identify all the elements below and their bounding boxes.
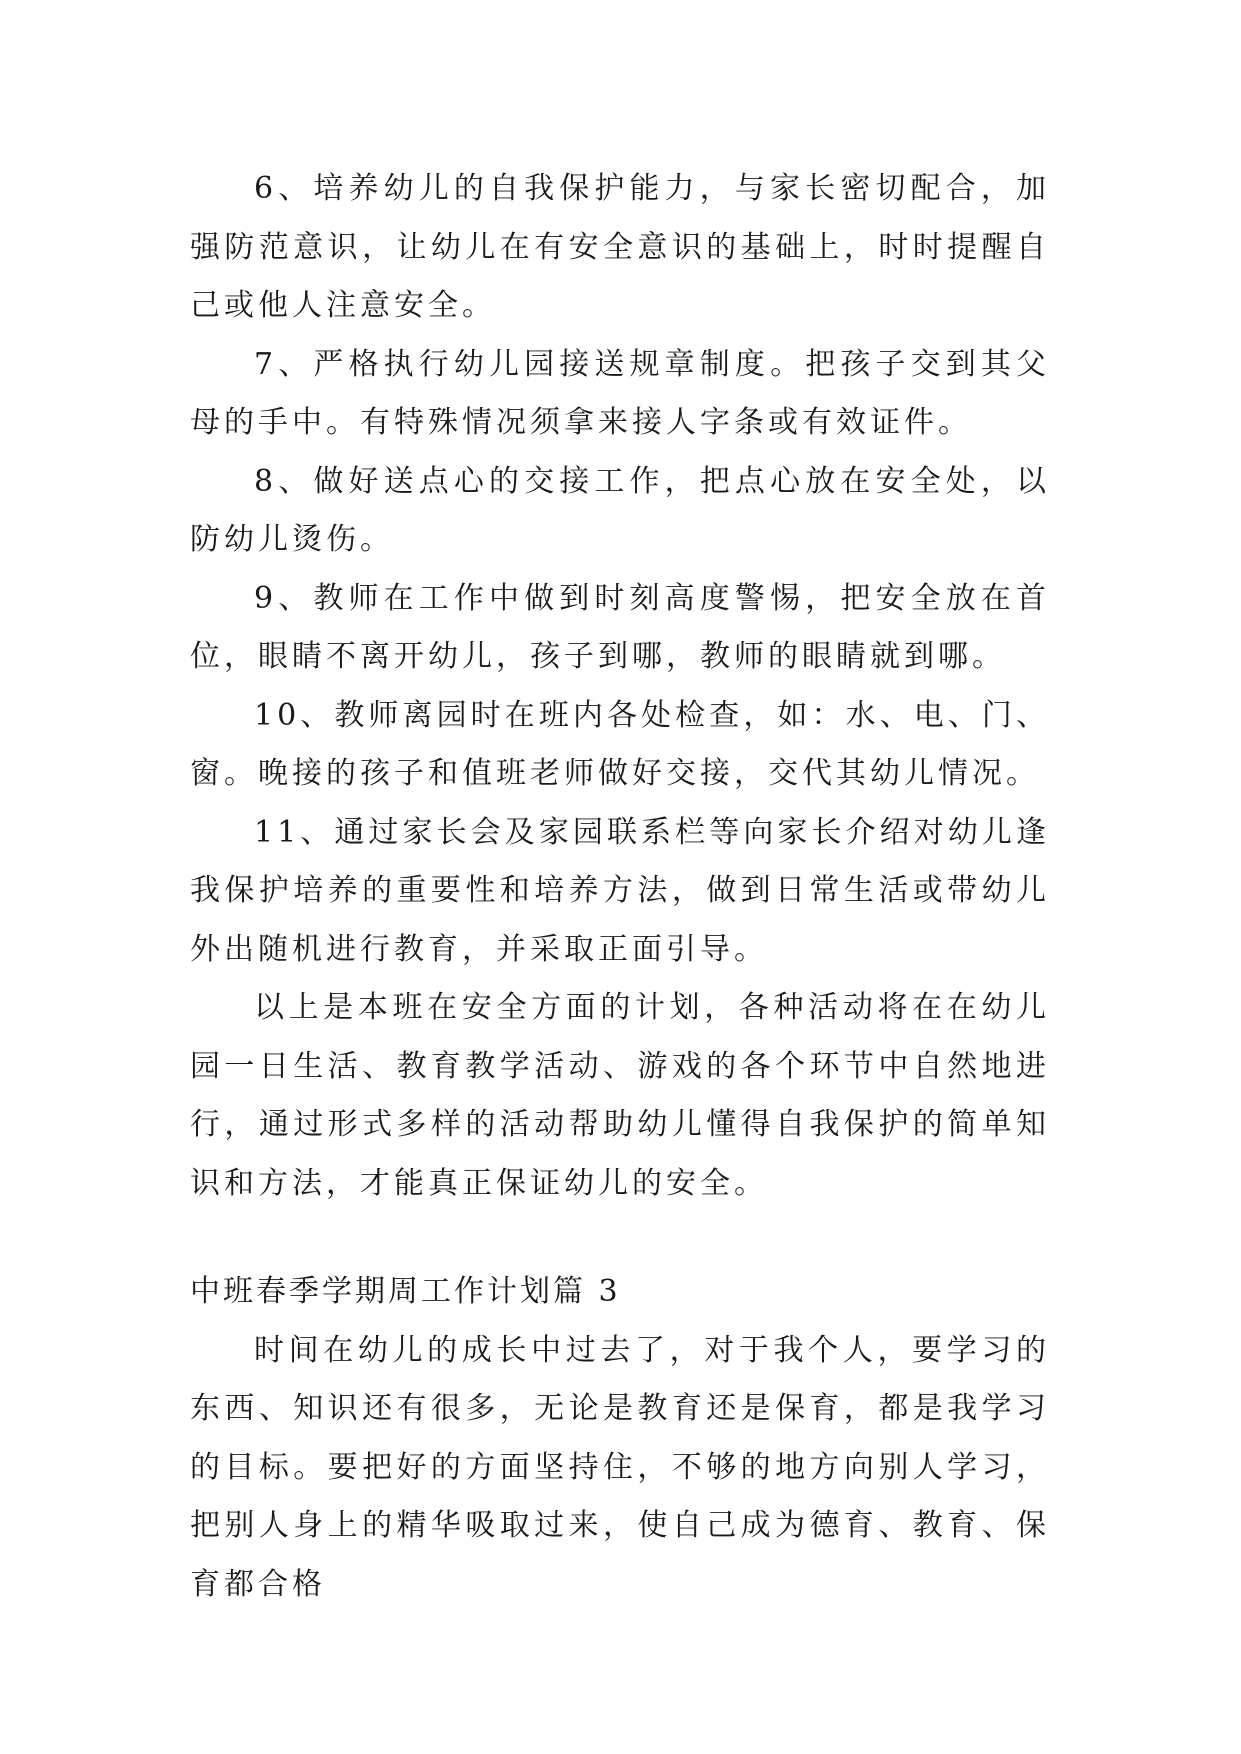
section-title: 中班春季学期周工作计划篇 3 xyxy=(190,1274,621,1309)
paragraph-item-8: 8、做好送点心的交接工作，把点心放在安全处，以防幼儿烫伤。 xyxy=(190,463,1050,557)
paragraph-summary: 以上是本班在安全方面的计划，各种活动将在在幼儿园一日生活、教育教学活动、游戏的各个环节中自然地进行，通过形式多样的活动帮助幼儿懂得自我保护的简单知识和方法，才能真正保证幼儿的安全。 xyxy=(190,990,1050,1201)
document-body xyxy=(190,160,1050,1614)
paragraph-item-7: 7、严格执行幼儿园接送规章制度。把孩子交到其父母的手中。有特殊情况须拿来接人字条或有效证件。 xyxy=(190,346,1050,440)
paragraph-item-9: 9、教师在工作中做到时刻高度警惕，把安全放在首位，眼睛不离开幼儿，孩子到哪，教师的眼睛就到哪。 xyxy=(190,580,1050,674)
paragraph-item-10: 10、教师离园时在班内各处检查，如：水、电、门、窗。晚接的孩子和值班老师做好交接，交代其幼儿情况。 xyxy=(190,697,1050,791)
paragraph-item-6: 6、培养幼儿的自我保护能力，与家长密切配合，加强防范意识，让幼儿在有安全意识的基础上，时时提醒自己或他人注意安全。 xyxy=(190,171,1050,323)
section-paragraph: 时间在幼儿的成长中过去了，对于我个人，要学习的东西、知识还有很多，无论是教育还是保育，都是我学习的目标。要把好的方面坚持住，不够的地方向别人学习，把别人身上的精华吸取过来，使自己成为德育、教育、保育都合格 xyxy=(190,1332,1050,1602)
paragraph-item-11: 11、通过家长会及家园联系栏等向家长介绍对幼儿逢我保护培养的重要性和培养方法，做到日常生活或带幼儿外出随机进行教育，并采取正面引导。 xyxy=(190,814,1050,967)
